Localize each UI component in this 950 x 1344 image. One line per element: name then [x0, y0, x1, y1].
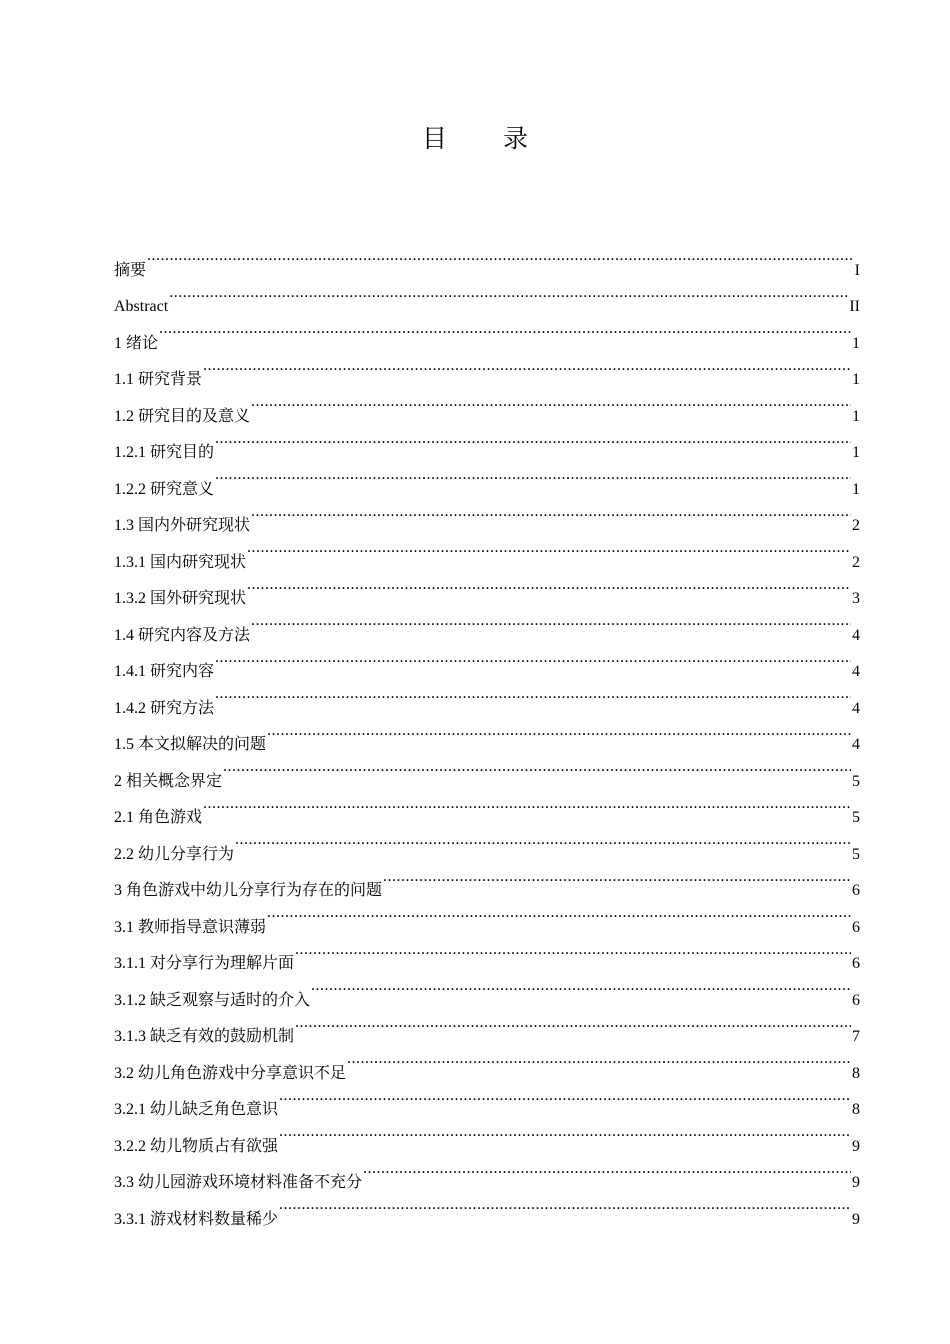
toc-entry-page-number: 9: [852, 1137, 860, 1155]
toc-dot-leader: [363, 1151, 851, 1188]
toc-entry[interactable]: [114, 786, 860, 826]
toc-entry-page-number: 1: [852, 480, 860, 498]
toc-entry-page-number: I: [854, 261, 860, 279]
toc-entry-label: 1.4.2 研究方法: [114, 699, 215, 717]
toc-entry-page-number: 1: [852, 334, 860, 352]
toc-entry[interactable]: [114, 822, 860, 863]
toc-entry-label: 3.1 教师指导意识薄弱: [114, 918, 267, 936]
toc-dot-leader: [215, 457, 851, 494]
toc-entry[interactable]: [114, 238, 860, 279]
toc-dot-leader: [235, 822, 851, 859]
toc-entry-label: 1.2.2 研究意义: [114, 480, 215, 498]
toc-entry[interactable]: [114, 384, 860, 425]
toc-dot-leader: [147, 238, 854, 275]
toc-entry-label: 1.5 本文拟解决的问题: [114, 736, 267, 753]
toc-dot-leader: [295, 1005, 851, 1042]
toc-entry-label: 1.3.2 国外研究现状: [114, 590, 247, 607]
toc-entry-label: 2.2 幼儿分享行为: [114, 845, 235, 863]
toc-entry-label: 1.4.1 研究内容: [114, 663, 215, 680]
toc-entry[interactable]: [114, 421, 860, 461]
toc-dot-leader: [267, 895, 851, 932]
toc-entry-label: 3.3 幼儿园游戏环境材料准备不充分: [114, 1174, 363, 1191]
toc-dot-leader: [251, 494, 851, 531]
toc-entry-label: 1.4 研究内容及方法: [114, 626, 251, 644]
toc-entry-label: 3.2.2 幼儿物质占有欲强: [114, 1137, 279, 1155]
toc-entry-page-number: 6: [852, 991, 860, 1009]
toc-entry-page-number: 5: [852, 772, 860, 790]
toc-entry[interactable]: [114, 348, 860, 388]
toc-dot-leader: [169, 275, 848, 312]
toc-dot-leader: [215, 421, 851, 458]
toc-entry-label: 2.1 角色游戏: [114, 809, 203, 826]
toc-entry-page-number: 2: [852, 517, 860, 534]
toc-entry-label: 1 绪论: [114, 334, 159, 352]
toc-entry-page-number: 8: [852, 1101, 860, 1118]
toc-entry[interactable]: [114, 275, 860, 315]
toc-dot-leader: [215, 640, 851, 677]
toc-dot-leader: [311, 968, 851, 1005]
toc-dot-leader: [159, 311, 851, 348]
toc-entry-page-number: 8: [852, 1064, 860, 1082]
toc-entry-page-number: 5: [852, 809, 860, 826]
toc-entry-page-number: 7: [852, 1028, 860, 1045]
toc-entry-label: 3.1.2 缺乏观察与适时的介入: [114, 991, 311, 1009]
toc-entry-page-number: 3: [852, 590, 860, 607]
toc-entry-page-number: 1: [852, 371, 860, 388]
toc-dot-leader: [383, 859, 851, 896]
toc-dot-leader: [347, 1041, 851, 1078]
toc-entry-label: 3.1.1 对分享行为理解片面: [114, 955, 295, 972]
toc-entry-label: 2 相关概念界定: [114, 772, 223, 790]
toc-entry-page-number: 9: [852, 1210, 860, 1228]
toc-entry[interactable]: [114, 713, 860, 753]
toc-entry-page-number: 6: [852, 955, 860, 972]
toc-entry[interactable]: [114, 749, 860, 790]
toc-dot-leader: [251, 603, 851, 640]
toc-entry-page-number: 4: [852, 699, 860, 717]
toc-entry-page-number: 1: [852, 407, 860, 425]
toc-entry-page-number: 4: [852, 663, 860, 680]
toc-entry-label: 3 角色游戏中幼儿分享行为存在的问题: [114, 882, 383, 899]
toc-entry-label: 3.1.3 缺乏有效的鼓励机制: [114, 1028, 295, 1045]
toc-entry-page-number: 4: [852, 626, 860, 644]
toc-dot-leader: [267, 713, 851, 750]
toc-entry-label: 3.2 幼儿角色游戏中分享意识不足: [114, 1064, 347, 1082]
toc-entry-page-number: 1: [852, 444, 860, 461]
toc-entry[interactable]: [114, 676, 860, 717]
toc-entry-label: 1.3.1 国内研究现状: [114, 553, 247, 571]
toc-dot-leader: [247, 567, 851, 604]
toc-entry-label: Abstract: [114, 298, 169, 315]
toc-dot-leader: [279, 1078, 851, 1115]
toc-entry[interactable]: [114, 640, 860, 680]
toc-entry-page-number: 6: [852, 918, 860, 936]
toc-entry-label: 1.2 研究目的及意义: [114, 407, 251, 425]
toc-entry-label: 1.2.1 研究目的: [114, 444, 215, 461]
toc-entry-label: 摘要: [114, 261, 147, 279]
toc-dot-leader: [279, 1187, 851, 1224]
toc-entry-page-number: 2: [852, 553, 860, 571]
toc-dot-leader: [247, 530, 851, 567]
toc-dot-leader: [279, 1114, 851, 1151]
toc-entry[interactable]: [114, 311, 860, 352]
toc-entry[interactable]: [114, 494, 860, 534]
toc-dot-leader: [251, 384, 851, 421]
toc-entry-label: 1.3 国内外研究现状: [114, 517, 251, 534]
toc-dot-leader: [203, 348, 851, 385]
toc-entry-page-number: 6: [852, 882, 860, 899]
toc-list: [114, 238, 860, 1228]
toc-entry-page-number: 9: [852, 1174, 860, 1191]
toc-title: 目 录: [422, 124, 552, 153]
toc-entry-label: 3.2.1 幼儿缺乏角色意识: [114, 1101, 279, 1118]
toc-entry-label: 1.1 研究背景: [114, 371, 203, 388]
toc-dot-leader: [203, 786, 851, 823]
toc-entry-label: 3.3.1 游戏材料数量稀少: [114, 1210, 279, 1228]
toc-entry-page-number: II: [849, 298, 860, 315]
toc-entry[interactable]: [114, 457, 860, 498]
toc-dot-leader: [295, 932, 851, 969]
toc-entry-page-number: 5: [852, 845, 860, 863]
toc-dot-leader: [215, 676, 851, 713]
toc-entry-page-number: 4: [852, 736, 860, 753]
toc-dot-leader: [223, 749, 851, 786]
